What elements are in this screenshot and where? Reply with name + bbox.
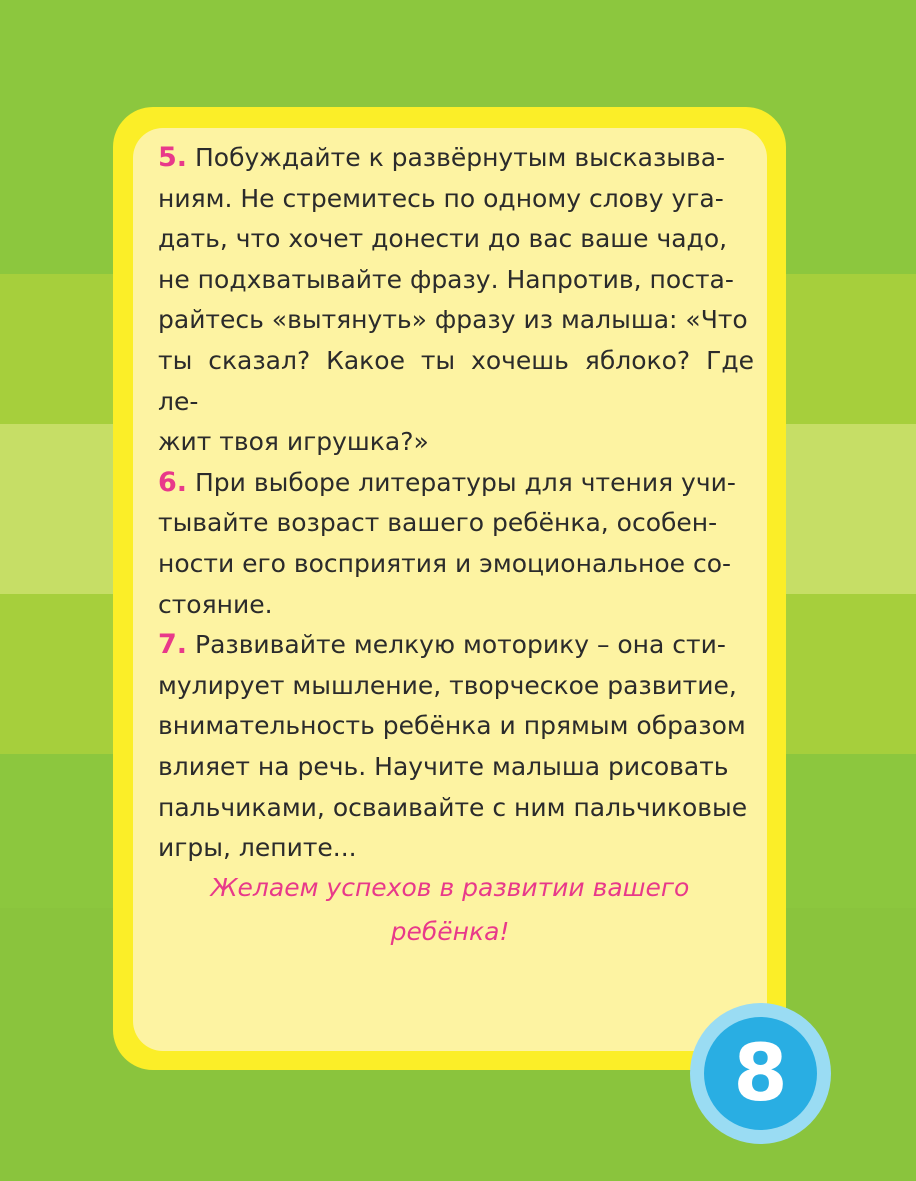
tip-line: Побуждайте к развёрнутым высказыва- <box>195 143 726 172</box>
tip-line: дать, что хочет донести до вас ваше чадо, <box>158 224 728 254</box>
tip-line: ниям. Не стремитесь по одному слову уга- <box>158 183 724 213</box>
tip-number: 6. <box>158 466 188 498</box>
tip-line: внимательность ребёнка и прямым образом <box>158 711 746 741</box>
tip-line: жит твоя игрушка?» <box>158 427 429 457</box>
tip-line: При выборе литературы для чтения учи- <box>195 467 736 497</box>
page-number: 8 <box>704 1017 817 1130</box>
tip-item-6 <box>158 463 754 625</box>
tip-line: не подхватывайте фразу. Напротив, поста- <box>158 264 734 294</box>
tip-number: 7. <box>158 629 188 661</box>
closing-wish <box>133 866 767 954</box>
tips-text <box>158 138 754 869</box>
tip-item-7 <box>158 625 754 869</box>
tip-line: мулирует мышление, творческое развитие, <box>158 670 737 700</box>
tip-line: ности его восприятия и эмоциональное со- <box>158 548 732 578</box>
tip-line: стояние. <box>158 589 273 619</box>
tip-line: тывайте возраст вашего ребёнка, особен- <box>158 508 718 538</box>
tip-line: игры, лепите... <box>158 833 357 863</box>
closing-line: Желаем успехов в развитии вашего <box>210 873 690 902</box>
tip-line: пальчиками, осваивайте с ним пальчиковые <box>158 792 748 822</box>
tip-number: 5. <box>158 142 188 173</box>
tip-line: ты сказал? Какое ты хочешь яблоко? Где ле- <box>158 345 754 416</box>
tip-item-5 <box>158 138 754 463</box>
tip-line: влияет на речь. Научите малыша рисовать <box>158 751 729 781</box>
tip-line: Развивайте мелкую моторику – она сти- <box>195 630 726 660</box>
tip-line: райтесь «вытянуть» фразу из малыша: «Что <box>158 305 748 335</box>
closing-line: ребёнка! <box>390 917 510 946</box>
